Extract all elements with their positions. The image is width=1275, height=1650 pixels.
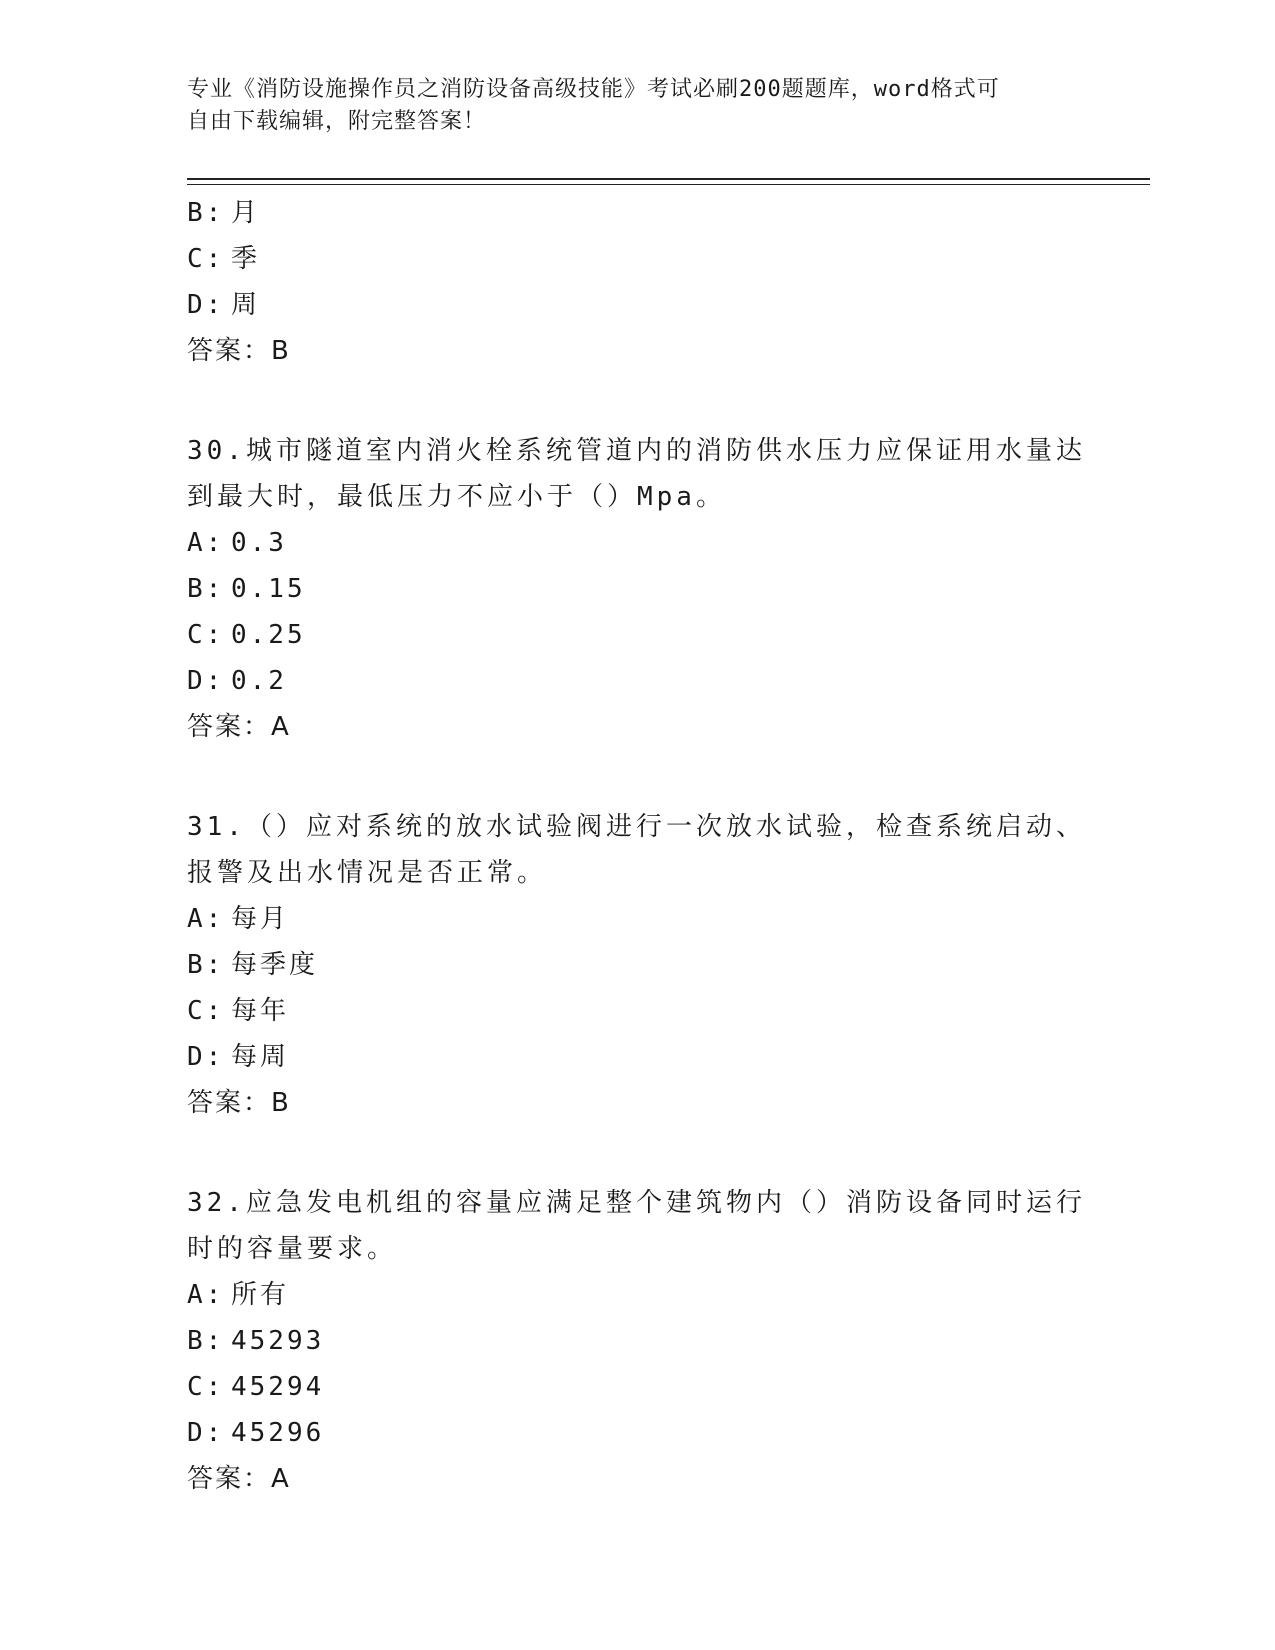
header-line-2: 自由下载编辑，附完整答案！: [187, 109, 487, 134]
question-32: [187, 1180, 1087, 1502]
question-text: 31.（）应对系统的放水试验阀进行一次放水试验，检查系统启动、报警及出水情况是否正常。: [187, 812, 1086, 888]
option-b: B: 0.15: [187, 574, 306, 604]
answer: 答案：B: [187, 1088, 291, 1118]
answer: 答案：B: [187, 336, 291, 366]
option-a: A: 所有: [187, 1280, 290, 1310]
option-b: B: 45293: [187, 1326, 325, 1356]
option-d: D: 周: [187, 290, 261, 320]
option-c: C: 每年: [187, 996, 290, 1026]
question-text: 32.应急发电机组的容量应满足整个建筑物内（）消防设备同时运行时的容量要求。: [187, 1188, 1086, 1264]
header-rule-thin: [187, 184, 1150, 185]
option-c: C: 45294: [187, 1372, 325, 1402]
option-a: A: 0.3: [187, 528, 287, 558]
question-30: [187, 428, 1087, 750]
answer: 答案：A: [187, 1464, 291, 1494]
option-d: D: 45296: [187, 1418, 325, 1448]
answer: 答案：A: [187, 712, 291, 742]
header-line-1: 专业《消防设施操作员之消防设备高级技能》考试必刷200题题库，word格式可: [187, 77, 1000, 102]
document-header: [187, 74, 1067, 138]
option-d: D: 每周: [187, 1042, 290, 1072]
option-a: A: 每月: [187, 904, 290, 934]
continued-question: [187, 190, 1087, 374]
question-text: 30.城市隧道室内消火栓系统管道内的消防供水压力应保证用水量达到最大时，最低压力不应小于（）Mpa。: [187, 436, 1086, 512]
option-d: D: 0.2: [187, 666, 287, 696]
header-rule-thick: [187, 178, 1150, 180]
option-b: B: 月: [187, 198, 261, 228]
document-body: [187, 190, 1087, 1502]
option-b: B: 每季度: [187, 950, 319, 980]
option-c: C: 0.25: [187, 620, 306, 650]
option-c: C: 季: [187, 244, 261, 274]
question-31: [187, 804, 1087, 1126]
